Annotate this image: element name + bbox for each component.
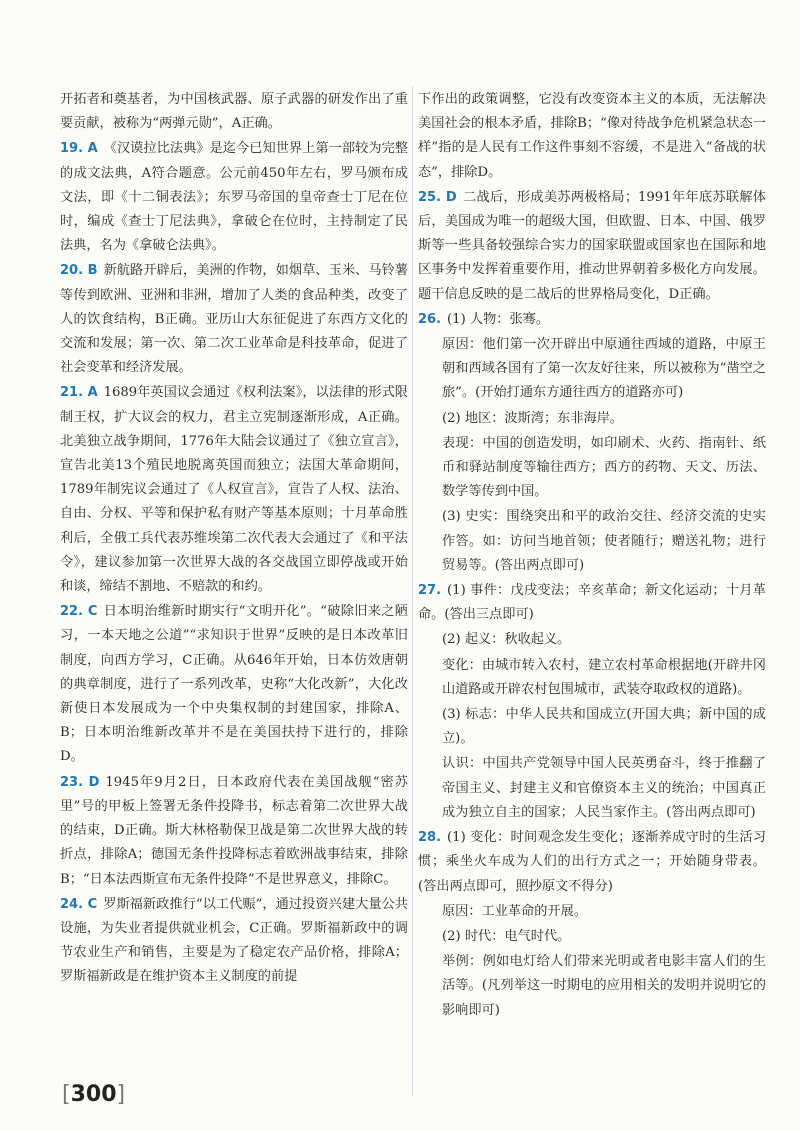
answer-27-part2 [418, 628, 766, 652]
answer-text: (3) 史实：围绕突出和平的政治交往、经济交流的史实作答。如：访问当地首领；使者随行；赠送礼物；进行贸易等。(答出两点即可) [442, 509, 766, 573]
answer-number: 28. [418, 830, 442, 846]
answer-20 [60, 259, 408, 380]
answer-number: 25. D [418, 189, 457, 205]
answer-text: (3) 标志：中华人民共和国成立(开国大典；新中国的成立)。 [442, 707, 766, 747]
answer-27 [418, 579, 766, 627]
answer-text: (1) 事件：戊戌变法；辛亥革命；新文化运动；十月革命。(答出三点即可) [418, 583, 766, 623]
left-column [60, 88, 408, 991]
right-column [418, 88, 766, 1024]
answer-text: 举例：例如电灯给人们带来光明或者电影丰富人们的生活等。(凡列举这一时期电的应用相关的发明并说明它的影响即可) [442, 954, 766, 1018]
answer-19 [60, 137, 408, 258]
answer-text: (2) 地区：波斯湾；东非海岸。 [442, 410, 624, 426]
answer-number: 26. [418, 311, 442, 327]
answer-text: 新航路开辟后，美洲的作物，如烟草、玉米、马铃薯等传到欧洲、亚洲和非洲，增加了人类的食品种类，改变了人的饮食结构，B正确。亚历山大东征促进了东西方文化的交流和发展；第一次、第二次工业革命是科技革命，促进了社会变革和经济发展。 [60, 263, 408, 376]
answer-26-reason [418, 333, 766, 406]
answer-number: 22. C [60, 604, 98, 620]
answer-21 [60, 381, 408, 599]
answer-26-part2 [418, 407, 766, 431]
answer-28-example [418, 950, 766, 1023]
answer-26-part3 [418, 505, 766, 578]
answer-text: 认识：中国共产党领导中国人民英勇奋斗，终于推翻了帝国主义、封建主义和官僚资本主义的统治；中国真正成为独立自主的国家；人民当家作主。(答出两点即可) [442, 756, 766, 820]
answer-text: 表现：中国的创造发明，如印刷术、火药、指南针、纸币和驿站制度等输往西方；西方的药物、天文、历法、数学等传到中国。 [442, 435, 766, 500]
answer-continuation [418, 88, 766, 185]
answer-22 [60, 600, 408, 769]
answer-text: 下作出的政策调整，它没有改变资本主义的本质，无法解决美国社会的根本矛盾，排除B；“像对待战争危机紧急状态一样”指的是人民有工作这件事刻不容缓，不是进入“备战的状态”，排除D。 [418, 92, 766, 180]
answer-28 [418, 826, 766, 899]
answer-number: 20. B [60, 263, 98, 279]
answer-text: 罗斯福新政推行“以工代赈”，通过投资兴建大量公共设施，为失业者提供就业机会，C正确。罗斯福新政中的调节农业生产和销售，主要是为了稳定农产品价格，排除A；罗斯福新政是在维护资本主义制度的前提 [60, 896, 408, 985]
answer-number: 24. C [60, 896, 98, 912]
answer-text: 开拓者和奠基者，为中国核武器、原子武器的研发作出了重要贡献，被称为“两弹元勋”，A正确。 [60, 92, 408, 132]
answer-24 [60, 893, 408, 990]
answer-text: 原因：工业革命的开展。 [442, 903, 588, 919]
column-divider [412, 86, 413, 1096]
answer-26 [418, 308, 766, 332]
answer-text: (1) 人物：张骞。 [447, 311, 550, 327]
answer-text: 原因：他们第一次开辟出中原通往西域的道路，中原王朝和西域各国有了第一次友好往来，所以被称为“凿空之旅”。(开始打通东方通往西方的道路亦可) [442, 337, 766, 401]
answer-number: 27. [418, 583, 442, 599]
answer-number: 19. A [60, 141, 98, 157]
answer-28-part2 [418, 925, 766, 949]
answer-27-change [418, 654, 766, 702]
answer-text: 1689年英国议会通过《权利法案》，以法律的形式限制王权，扩大议会的权力，君主立宪制逐渐形成，A正确。北美独立战争期间，1776年大陆会议通过了《独立宣言》，宣告北美13个殖民地脱离英国而独立；法国大革命期间，1789年制宪议会通过了《人权宣言》，宣告了人权、法治、自由、分权、平等和保护私有财产等基本原则；十月革命胜利后，全俄工兵代表苏维埃第二次代表大会通过了《和平法令》，建议参加第一次世界大战的各交战国立即停战或开始和谈，缔结不割地、不赔款的和约。 [60, 385, 408, 595]
answer-text: (2) 起义：秋收起义。 [442, 632, 571, 648]
answer-text: 变化：由城市转入农村，建立农村革命根据地(开辟井冈山道路或开辟农村包围城市，武装夺取政权的道路)。 [442, 657, 766, 697]
answer-text: (2) 时代：电气时代。 [442, 928, 571, 944]
answer-text: 日本明治维新时期实行“文明开化”。“破除旧来之陋习，一本天地之公道”“求知识于世界”反映的是日本改革旧制度，向西方学习，C正确。从646年开始，日本仿效唐朝的典章制度，进行了一系列改革，史称“大化改新”，大化改新使日本发展成为一个中央集权制的封建国家，排除A、B；日本明治维新改革并不是在美国扶持下进行的，排除D。 [60, 604, 408, 765]
answer-number: 23. D [60, 774, 100, 790]
page-number: [300] [62, 1082, 126, 1107]
answer-continuation [60, 88, 408, 136]
answer-text: (1) 变化：时间观念发生变化；逐渐养成守时的生活习惯；乘坐火车成为人们的出行方式之一；开始随身带表。(答出两点即可，照抄原文不得分) [418, 830, 766, 894]
answer-number: 21. A [60, 385, 98, 401]
answer-26-performance [418, 432, 766, 505]
answer-28-reason [418, 900, 766, 924]
answer-25 [418, 186, 766, 307]
answer-27-understanding [418, 752, 766, 825]
answer-text: 二战后，形成美苏两极格局；1991年年底苏联解体后，美国成为唯一的超级大国，但欧盟、日本、中国、俄罗斯等一些具备较强综合实力的国家联盟或国家也在国际和地区事务中发挥着重要作用，推动世界朝着多极化方向发展。题干信息反映的是二战后的世界格局变化，D正确。 [418, 189, 766, 302]
page-number-value: 300 [70, 1082, 117, 1107]
answer-text: 《汉谟拉比法典》是迄今已知世界上第一部较为完整的成文法典，A符合题意。公元前450年左右，罗马颁布成文法，即《十二铜表法》；东罗马帝国的皇帝查士丁尼在位时，编成《查士丁尼法典》，拿破仑在位时，主持制定了民法典，名为《拿破仑法典》。 [60, 141, 409, 254]
answer-23 [60, 771, 408, 892]
answer-27-part3 [418, 703, 766, 751]
answer-text: 1945年9月2日，日本政府代表在美国战舰“密苏里”号的甲板上签署无条件投降书，标志着第二次世界大战的结束，D正确。斯大林格勒保卫战是第二次世界大战的转折点，排除A；德国无条件投降标志着欧洲战事结束，排除B；“日本法西斯宣布无条件投降”不是世界意义，排除C。 [60, 774, 408, 887]
